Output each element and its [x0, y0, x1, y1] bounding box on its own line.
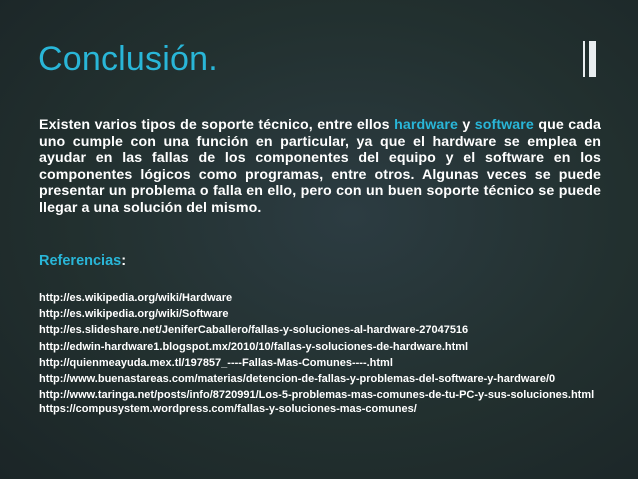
conclusion-paragraph	[39, 117, 601, 217]
reference-link[interactable]: http://es.wikipedia.org/wiki/Software	[39, 308, 229, 321]
references-heading	[39, 253, 126, 269]
reference-link[interactable]: http://www.buenastareas.com/materias/detencion-de-fallas-y-problemas-del-software-y-hardware/0	[39, 373, 556, 386]
highlight-hardware: hardware	[394, 117, 458, 133]
references-list	[39, 289, 599, 417]
references-colon: :	[121, 253, 127, 269]
reference-link[interactable]: https://compusystem.wordpress.com/fallas-y-soluciones-mas-comunes/	[39, 403, 417, 416]
reference-link[interactable]: http://edwin-hardware1.blogspot.mx/2010/10/fallas-y-soluciones-de-hardware.html	[39, 340, 469, 353]
highlight-software: software	[474, 117, 534, 133]
title-decoration-thin-bar	[583, 41, 585, 77]
reference-link[interactable]: http://es.wikipedia.org/wiki/Hardware	[39, 292, 233, 304]
reference-link[interactable]: http://www.taringa.net/posts/info/8720991/Los-5-problemas-mas-comunes-de-tu-PC-y-sus-soluciones.html	[39, 389, 595, 402]
body-text-part3: que cada uno cumple con una función en particular, ya que el hardware se emplea en ayudar en las fallas de los componentes del equipo y el software en los componentes lógicos como programas, entre otros. Algunas veces se puede presentar un problema o falla en ello, pero con un buen soporte técnico se puede llegar a una solución del mismo.	[39, 117, 601, 216]
body-text-part1: Existen varios tipos de soporte técnico, entre ellos	[39, 117, 395, 133]
reference-link[interactable]: http://es.slideshare.net/JeniferCaballero/fallas-y-soluciones-al-hardware-27047516	[39, 324, 469, 337]
reference-link[interactable]: http://quienmeayuda.mex.tl/197857_----Fallas-Mas-Comunes----.html	[39, 356, 393, 369]
body-text-part2: y	[457, 117, 475, 133]
title-decoration-thick-bar	[589, 41, 596, 77]
references-label: Referencias	[39, 253, 122, 269]
slide-title: Conclusión.	[38, 40, 218, 78]
